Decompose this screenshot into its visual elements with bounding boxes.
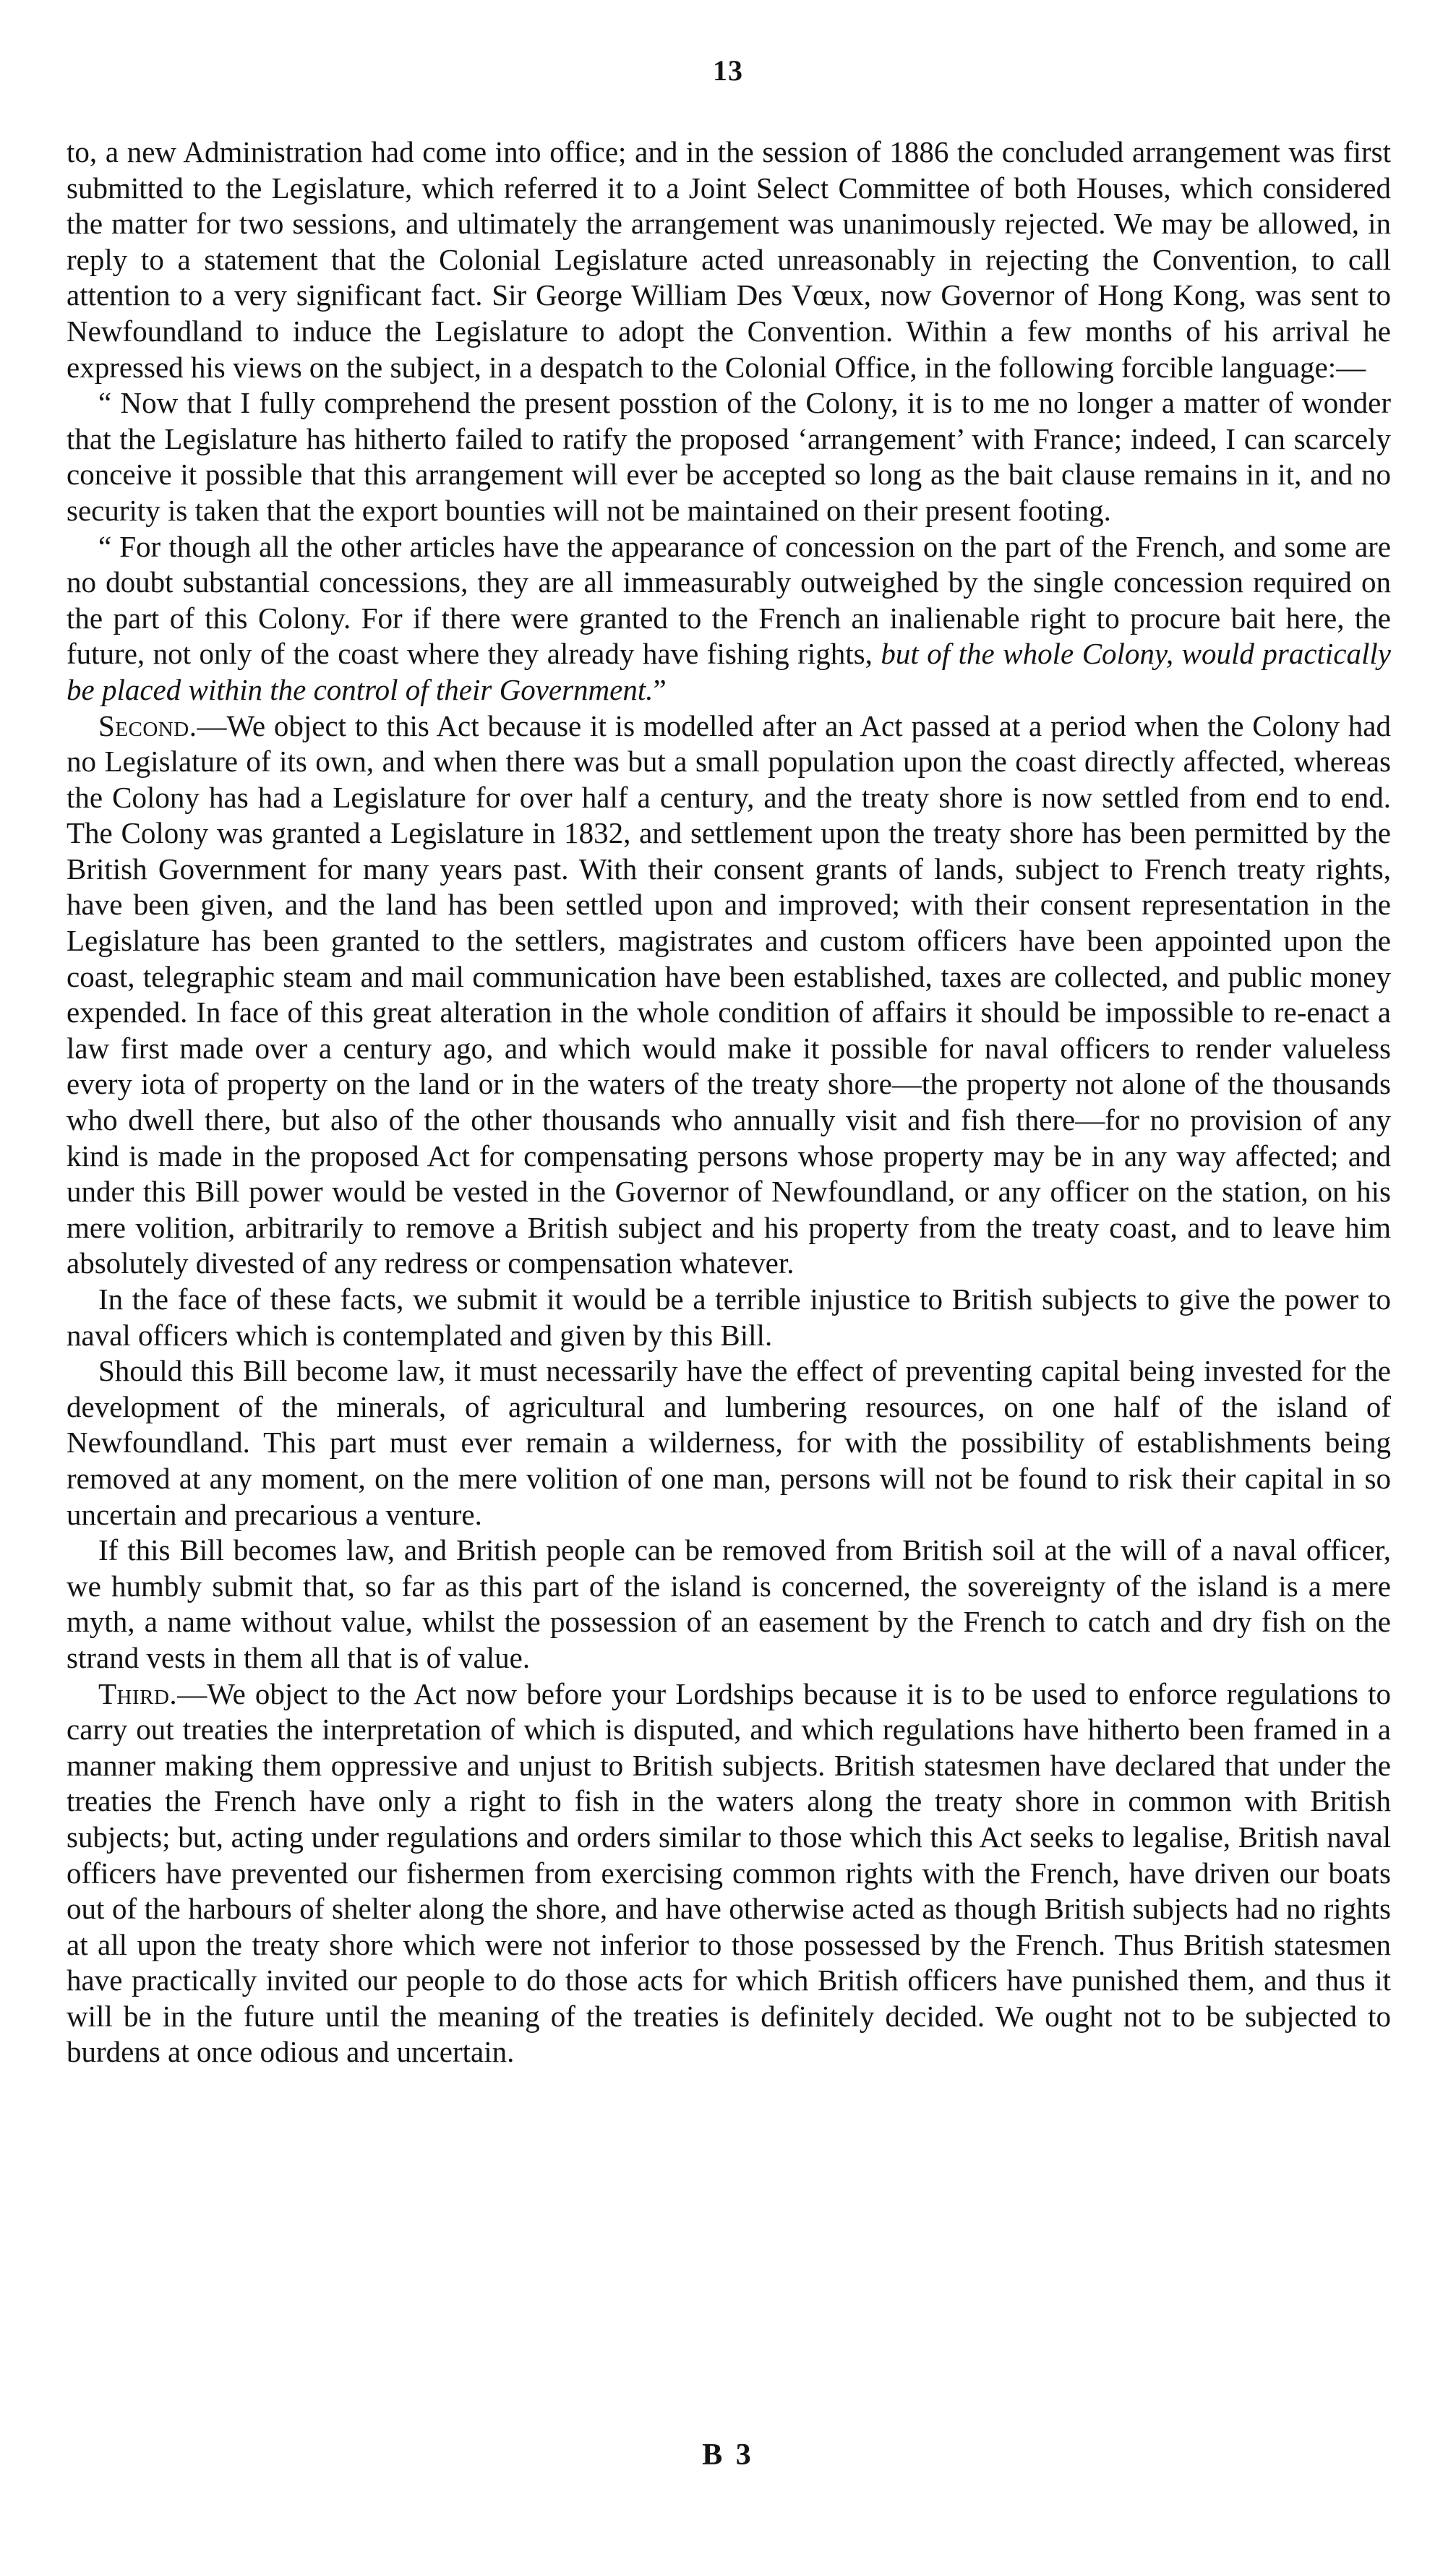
section-lead-third: Third. xyxy=(98,1676,178,1710)
quote-paragraph-1: “ Now that I fully comprehend the present posstion of the Colony, it is to me no longer a matter of wonder that the Legislature has hitherto failed to ratify the proposed ‘arrangement’ with France; indeed, I can scarcely conceive it possible that this arrangement will ever be accepted so long as the bait clause remains in it, and no security is taken that the export bounties will not be maintained on their present footing. xyxy=(67,386,1391,527)
quote-paragraph-2 xyxy=(67,529,1391,708)
quote-text: “ For though all the other articles have the appearance of concession on the part of the French, and some are no doubt substantial concessions, they are all immeasurably outweighed by the single concession required on the part of this Colony. For if there were granted to the French an inalienable right to procure bait here, the future, not only of the coast where they already have fishing rights, xyxy=(67,529,1391,671)
paragraph-second-objection xyxy=(67,708,1391,1282)
section-lead-second: Second. xyxy=(98,708,197,742)
paragraph-continuation: to, a new Administration had come into office; and in the session of 1886 the concluded arrangement was first submitted to the Legislature, which referred it to a Joint Select Committee of both Houses, which considered the matter for two sessions, and ultimately the arrangement was unanimously rejected. We may be allowed, in reply to a statement that the Colonial Legislature acted unreasonably in rejecting the Convention, to call attention to a very significant fact. Sir George William Des Vœux, now Governor of Hong Kong, was sent to Newfoundland to induce the Legislature to adopt the Convention. Within a few months of his arrival he expressed his views on the subject, in a despatch to the Colonial Office, in the following forcible language:— xyxy=(67,135,1391,384)
quote-emphasis: but of the whole Colony, would practically be placed within the control of their Government. xyxy=(67,637,1391,706)
paragraph-sovereignty: If this Bill becomes law, and British people can be removed from British soil at the will of a naval officer, we humbly submit that, so far as this part of the island is concerned, the sovereignty of the island is a mere myth, a name without value, whilst the possession of an easement by the French to catch and dry fish on the strand vests in them all that is of value. xyxy=(67,1533,1391,1674)
paragraph-text: —We object to this Act because it is modelled after an Act passed at a period when the Colony had no Legislature of its own, and when there was but a small population upon the coast directly affected, whereas the Colony has had a Legislature for over half a century, and the treaty shore is now settled from end to end. The Colony was granted a Legislature in 1832, and settlement upon the treaty shore has been permitted by the British Government for many years past. With their consent grants of lands, subject to French treaty rights, have been given, and the land has been settled upon and improved; with their consent representation in the Legislature has been granted to the settlers, magistrates and custom officers have been appointed upon the coast, telegraphic steam and mail communication have been established, taxes are collected, and public money expended. In face of this great alteration in the whole condition of affairs it should be impossible to re-enact a law first made over a century ago, and which would make it possible for naval officers to render valueless every iota of property on the land or in the waters of the treaty shore—the property not alone of the thousands who dwell there, but also of the other thousands who annually visit and fish there—for no provision of any kind is made in the proposed Act for compensating persons whose property may be in any way affected; and under this Bill power would be vested in the Governor of Newfoundland, or any officer on the station, on his mere volition, arbitrarily to remove a British subject and his property from the treaty coast, and to leave him absolutely divested of any redress or compensation whatever. xyxy=(67,708,1391,1280)
paragraph-text: —We object to the Act now before your Lordships because it is to be used to enforce regulations to carry out treaties the interpretation of which is disputed, and which regulations have hitherto been framed in a manner making them oppressive and unjust to British subjects. British statesmen have declared that under the treaties the French have only a right to fish in the waters along the treaty shore in common with British subjects; but, acting under regulations and orders similar to those which this Act seeks to legalise, British naval officers have prevented our fishermen from exercising common rights with the French, have driven our boats out of the harbours of shelter along the shore, and have otherwise acted as though British subjects had no rights at all upon the treaty shore which were not inferior to those possessed by the French. Thus British statesmen have practically invited our people to do those acts for which British officers have punished them, and thus it will be in the future until the meaning of the treaties is definitely decided. We ought not to be subjected to burdens at once odious and uncertain. xyxy=(67,1676,1391,2069)
body-text xyxy=(67,134,1391,2070)
paragraph-capital: Should this Bill become law, it must necessarily have the effect of preventing capital being invested for the development of the minerals, of agricultural and lumbering resources, on one half of the island of Newfoundland. This part must ever remain a wilderness, for with the possibility of establishments being removed at any moment, on the mere volition of one man, persons will not be found to risk their capital in so uncertain and precarious a venture. xyxy=(67,1354,1391,1531)
quote-close: ” xyxy=(653,672,667,706)
paragraph-injustice: In the face of these facts, we submit it would be a terrible injustice to British subjects to give the power to naval officers which is contemplated and given by this Bill. xyxy=(67,1282,1391,1352)
signature-mark: B 3 xyxy=(702,2438,754,2472)
page-number: 13 xyxy=(713,54,743,87)
paragraph-third-objection xyxy=(67,1676,1391,2071)
